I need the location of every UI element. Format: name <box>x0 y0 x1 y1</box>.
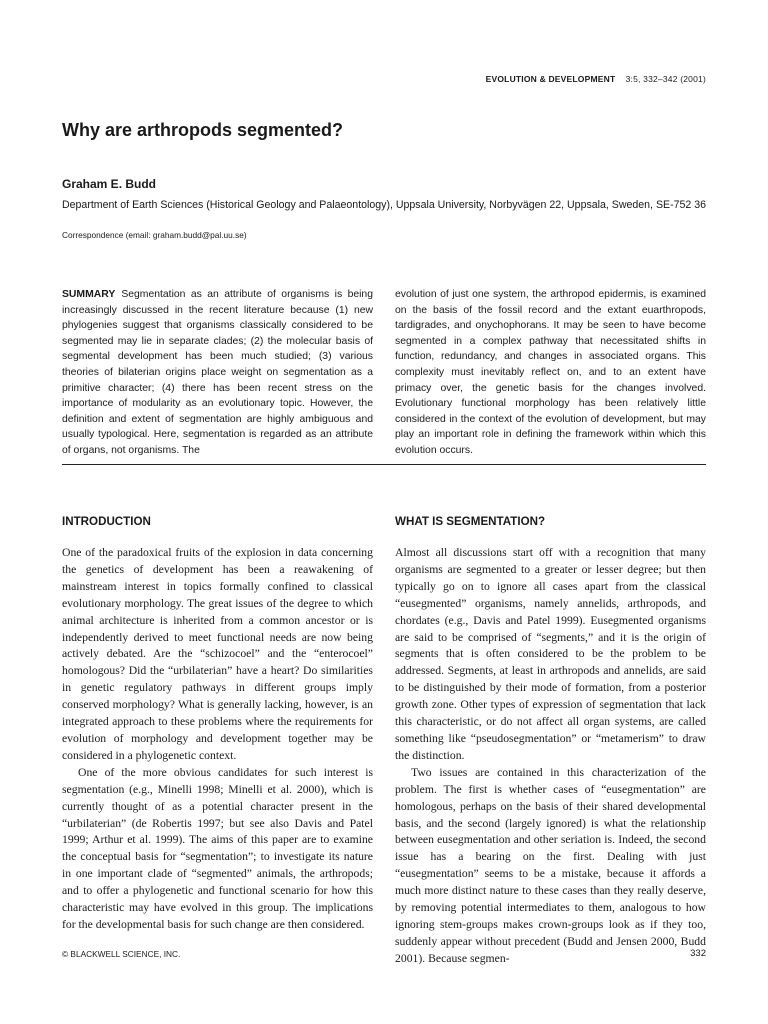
segmentation-paragraph: Two issues are contained in this characterization of the problem. The first is whether cases of “eusegmentation” are homologous, perhaps on the basis of their shared developmental basis, and the second (largely ignored) is what the relationship between eusegmentation and other seriation is. Indeed, the second issue has a bearing on the first. Dealing with just “eusegmentation” seems to be a mistake, because it affords a much more distinct nature to these cases than they really deserve, by removing potential intermediates to them, analogous to how ignoring stem-groups makes crown-groups look as if they too, suddenly appear without precedent (Budd and Jensen 2000, Budd 2001). Because segmen- <box>395 765 706 965</box>
article-title: Why are arthropods segmented? <box>62 120 344 140</box>
segmentation-body <box>395 545 706 968</box>
segmentation-heading: WHAT IS SEGMENTATION? <box>395 515 546 528</box>
journal-name: EVOLUTION & DEVELOPMENT <box>485 74 616 84</box>
summary-text-left: Segmentation as an attribute of organisms is being increasingly discussed in the recent literature because (1) new phylogenies suggest that organisms classically considered to be segmented may lie in separate clades; (2) the molecular basis of segmental development has been much studied; (3) various theories of bilaterian origins place weight on segmentation as a primitive character; (4) there has been recent stress on the importance of modularity as an evolutionary topic. However, the definition and extent of segmentation are highly ambiguous and usually typological. Here, segmentation is regarded as an attribute of organs, not organisms. The <box>62 289 373 456</box>
journal-citation: 3:5, 332–342 (2001) <box>625 74 706 84</box>
page-number: 332 <box>690 948 706 959</box>
summary-label: SUMMARY <box>62 289 116 300</box>
journal-header <box>450 74 706 84</box>
copyright-notice: © BLACKWELL SCIENCE, INC. <box>62 949 181 959</box>
abstract-column-right <box>395 287 706 459</box>
section-divider <box>62 464 706 465</box>
segmentation-paragraph: Almost all discussions start off with a recognition that many organisms are segmented to a greater or lesser degree; but then typically go on to ignore all cases apart from the classical “eusegmented” organisms, namely annelids, arthropods, and chordates (e.g., Davis and Patel 1999). Eusegmented organisms are said to be comprised of “segments,” and it is the origin of segments that is often considered to be the problem to be addressed. Segments, at least in arthropods and annelids, are said to be distinguished by their mode of formation, from a posterior growth zone. Other types of expression of segmentation that lack this characteristic, or do not affect all organ systems, are called something like “pseudosegmentation” or “metamerism” to draw the distinction. <box>395 546 706 762</box>
author-affiliation: Department of Earth Sciences (Historical Geology and Palaeontology), Uppsala University, Norbyvägen 22, Uppsala, Sweden, SE-752 36 <box>62 199 707 211</box>
correspondence-email: Correspondence (email: graham.budd@pal.uu.se) <box>62 230 247 240</box>
author-name: Graham E. Budd <box>62 177 157 191</box>
introduction-paragraph: One of the more obvious candidates for such interest is segmentation (e.g., Minelli 1998; Minelli et al. 2000), which is currently thought of as a potential character present in the “urbilaterian” (de Robertis 1997; but see also Davis and Patel 1999; Arthur et al. 1999). The aims of this paper are to examine the conceptual basis for “segmentation”; to investigate its nature in one important clade of “segmented” animals, the arthropods; and to offer a phylogenetic and functional scenario for how this characteristic may have evolved in this group. The implications for the developmental basis for such change are then considered. <box>62 765 373 931</box>
introduction-body <box>62 545 373 934</box>
abstract-column-left <box>62 287 373 459</box>
introduction-paragraph: One of the paradoxical fruits of the explosion in data concerning the genetics of development has been a reawakening of mainstream interest in topics formally confined to classical evolutionary morphology. The great issues of the degree to which animal architecture is inherited from a common ancestor or is independently derived to meet functional needs are now being actively debated. Are the “schizocoel” and the “enterocoel” homologous? Did the “urbilaterian” have a heart? Do similarities in genetic regulatory pathways in different groups imply conserved morphology? What is generally lacking, however, is an integrated approach to these problems where the requirements for evolution of morphology and development together may be considered in a phylogenetic context. <box>62 546 373 762</box>
introduction-heading: INTRODUCTION <box>62 515 151 528</box>
summary-text-right: evolution of just one system, the arthropod epidermis, is examined on the basis of the fossil record and the extant euarthropods, tardigrades, and onychophorans. It may be seen to have become segmented in a complex pathway that necessitated shifts in function, redundancy, and changes in associated organs. This complexity must inevitably reflect on, and to an extent have primacy over, the genetic basis for the changes involved. Evolutionary functional morphology has been relatively little considered in the context of the evolution of development, but may play an important role in defining the framework within which this evolution occurs. <box>395 289 706 456</box>
